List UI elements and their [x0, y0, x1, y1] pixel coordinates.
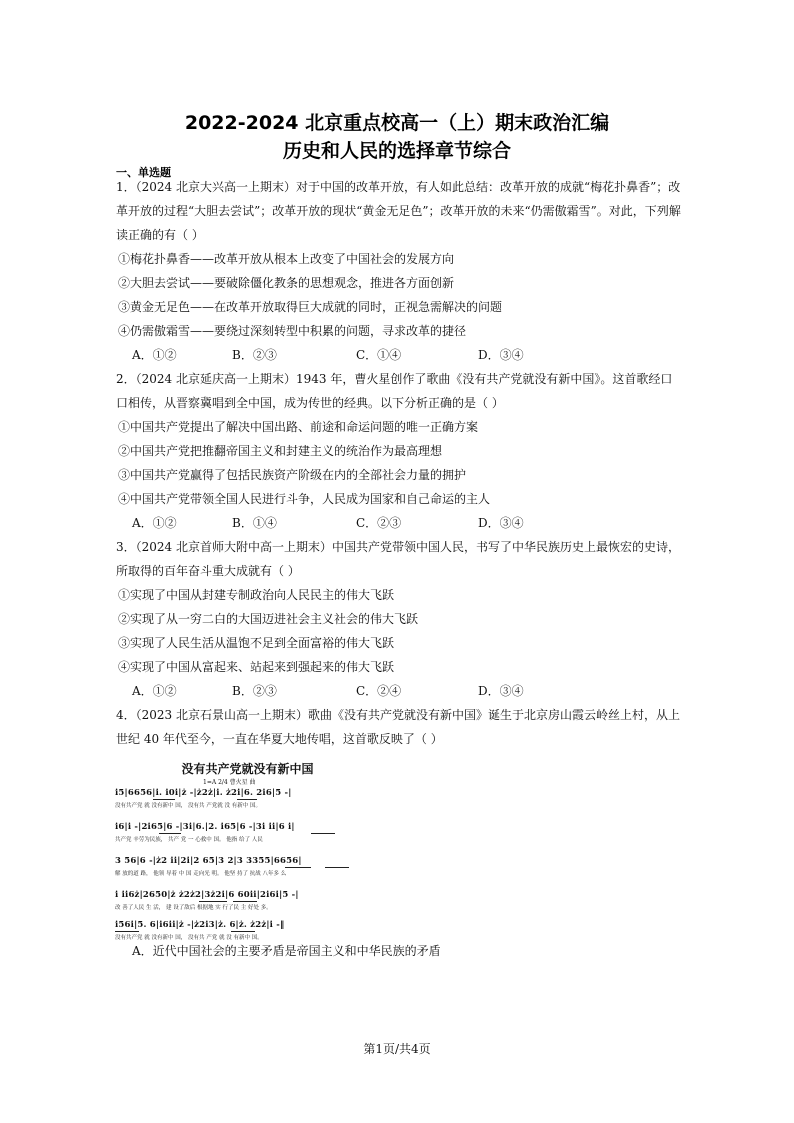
- question-2-option-d[interactable]: D．③④: [478, 516, 524, 530]
- score-title: 没有共产党就没有新中国: [181, 762, 314, 776]
- question-3-stem-line-1: 3．（2024 北京首师大附中高一上期末）中国共产党带领中国人民，书写了中华民族历史上最恢宏的史诗，: [116, 540, 680, 554]
- question-3-item-2: ②实现了从一穷二白的大国迈进社会主义社会的伟大飞跃: [118, 612, 419, 626]
- question-1-item-1: ①梅花扑鼻香——改革开放从根本上改变了中国社会的发展方向: [118, 252, 455, 266]
- page-footer: 第1页/共4页: [363, 1042, 431, 1056]
- question-2-item-2: ②中国共产党把推翻帝国主义和封建主义的统治作为最高理想: [118, 444, 443, 458]
- question-2-option-a[interactable]: A．①②: [132, 516, 177, 530]
- question-1-option-b[interactable]: B．②③: [232, 348, 277, 362]
- score-subtitle: 1=A 2/4 曹火星 曲: [203, 779, 256, 786]
- question-3-stem-line-2: 所取得的百年奋斗重大成就有（ ）: [116, 564, 300, 578]
- score-notes-3: 3 56|6 -|ż2 ii|2i|2 65|3 2|3 3355|6656|: [115, 856, 302, 866]
- question-2-stem-line-2: 口相传，从晋察冀唱到全中国，成为传世的经典。以下分析正确的是（ ）: [116, 396, 504, 410]
- score-lyrics-4: 改 善了人民 生 活， 建 设了敌后 根据地 实 行了民 主 好处 多。: [115, 905, 272, 911]
- question-1-option-a[interactable]: A．①②: [132, 348, 177, 362]
- question-4-option-a[interactable]: A．近代中国社会的主要矛盾是帝国主义和中华民族的矛盾: [132, 944, 441, 958]
- question-2-option-b[interactable]: B．①④: [232, 516, 277, 530]
- score-notes-5: i56i|5. 6|i6ii|ż -|ż2i3|ż. 6|ż. ż2ż|i -‖: [115, 920, 285, 930]
- score-notes-4: i ii6ż|2650|ż ż2ż2|3ż2i|6 60ii|2i6i|5 -|: [115, 890, 299, 900]
- question-2-item-3: ③中国共产党赢得了包括民族资产阶级在内的全部社会力量的拥护: [118, 468, 467, 482]
- page-title-line2: 历史和人民的选择章节综合: [282, 140, 511, 162]
- question-3-option-b[interactable]: B．②③: [232, 684, 277, 698]
- music-score-image: [115, 760, 380, 940]
- section-heading: 一、单选题: [116, 166, 171, 179]
- question-3-item-3: ③实现了人民生活从温饱不足到全面富裕的伟大飞跃: [118, 636, 395, 650]
- question-3-option-a[interactable]: A．①②: [132, 684, 177, 698]
- question-1-stem-line-3: 读正确的有（ ）: [116, 228, 204, 242]
- page-title-line1: 2022-2024 北京重点校高一（上）期末政治汇编: [184, 112, 610, 134]
- question-2-item-4: ④中国共产党带领全国人民进行斗争，人民成为国家和自己命运的主人: [118, 492, 491, 506]
- question-1-item-4: ④仍需傲霜雪——要绕过深刻转型中积累的问题，寻求改革的捷径: [118, 324, 467, 338]
- question-1-stem-line-2: 革开放的过程“大胆去尝试”；改革开放的现状“黄金无足色”；改革开放的未来“仍需傲霜雪”。对此，下列解: [116, 204, 681, 218]
- question-3-option-d[interactable]: D．③④: [478, 684, 524, 698]
- score-lyrics-1: 没有共产党 就 没有新中 国， 没有共 产党就 没 有新中 国。: [115, 803, 261, 809]
- question-4-stem-line-2: 世纪 40 年代至今，一直在华夏大地传唱，这首歌反映了（ ）: [116, 732, 443, 746]
- question-1-option-c[interactable]: C．①④: [356, 348, 402, 362]
- score-lyrics-3: 解 放的道 路， 他领 导着 中 国 走向光 明。 他坚 持了 抗战 八年多 么: [115, 871, 287, 877]
- question-1-item-2: ②大胆去尝试——要破除僵化教条的思想观念，推进各方面创新: [118, 276, 455, 290]
- question-3-option-c[interactable]: C．②④: [356, 684, 402, 698]
- question-1-item-3: ③黄金无足色——在改革开放取得巨大成就的同时，正视急需解决的问题: [118, 300, 503, 314]
- score-lyrics-5: 没有共产党 就 没有新中 国， 没有共 产党 就 没 有新中 国。: [115, 935, 263, 941]
- score-notes-2: i6|i -|2i65|6 -|3i|6.|2. i65|6 -|3i ii|6 i|: [115, 822, 295, 832]
- question-4-stem-line-1: 4．（2023 北京石景山高一上期末）歌曲《没有共产党就没有新中国》诞生于北京房山霞云岭丝上村，从上: [116, 708, 680, 722]
- question-2-item-1: ①中国共产党提出了解决中国出路、前途和命运问题的唯一正确方案: [118, 420, 479, 434]
- question-1-stem-line-1: 1．（2024 北京大兴高一上期末）对于中国的改革开放，有人如此总结：改革开放的成就“梅花扑鼻香”；改: [116, 180, 681, 194]
- score-notes-1: i5|6656|i. i0i|ż -|ż2ż|i. ż2i|6. 2i6|5 -|: [115, 788, 292, 798]
- question-2-option-c[interactable]: C．②③: [356, 516, 402, 530]
- question-2-stem-line-1: 2．（2024 北京延庆高一上期末）1943 年，曹火星创作了歌曲《没有共产党就没有新中国》。这首歌经口: [116, 372, 673, 386]
- question-1-option-d[interactable]: D．③④: [478, 348, 524, 362]
- score-lyrics-2: 共产党 辛劳为民族， 共产 党 一 心救中 国。 他指 给了 人民: [115, 837, 263, 843]
- question-3-item-4: ④实现了中国从富起来、站起来到强起来的伟大飞跃: [118, 660, 395, 674]
- question-3-item-1: ①实现了中国从封建专制政治向人民民主的伟大飞跃: [118, 588, 395, 602]
